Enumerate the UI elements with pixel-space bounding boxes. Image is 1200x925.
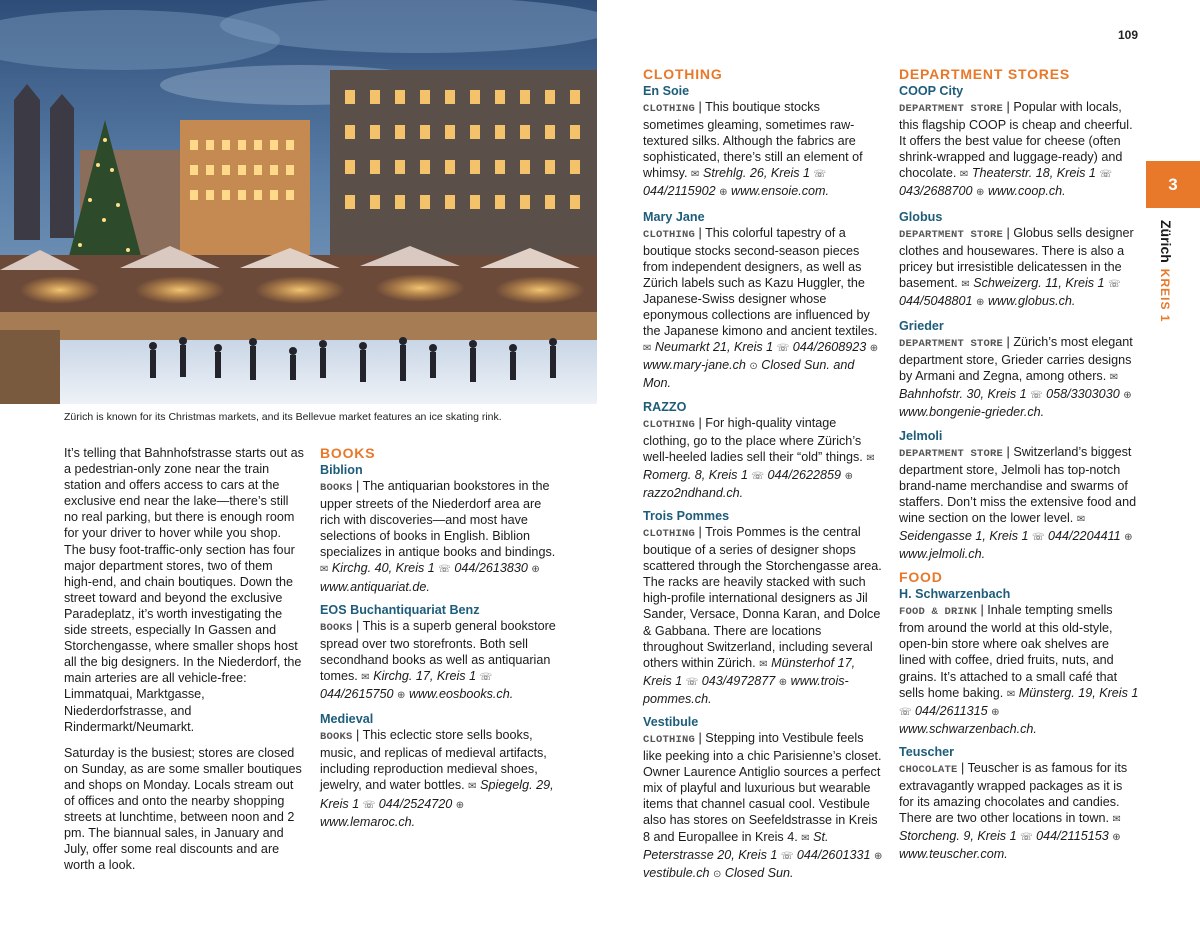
address-icon: ✉ (866, 452, 875, 464)
listing-phone: 044/2615750 (320, 687, 394, 702)
address-icon: ✉ (361, 671, 370, 683)
listing-address: Münsterhof 17, Kreis 1 (643, 655, 856, 688)
listing-category: CLOTHING (643, 228, 696, 241)
listing-category: CLOTHING (643, 103, 696, 115)
listing-category: FOOD & DRINK (899, 606, 978, 619)
listing-phone: 044/2613830 (454, 561, 528, 576)
listing-text: BOOKS | This is a superb general bookstore spread over two storefronts. Both sell secondhand books as well as antiquarian tomes. ✉ Kirchg. 17, Kreis 1 ☏ 044/2615750 ⊕ www.eosbooks.ch. (320, 618, 556, 702)
listing-category: DEPARTMENT STORE (899, 447, 1004, 460)
listing-description: The antiquarian bookstores in the upper streets of the Niederdorf area are rich with discoveries—and most have selections of books in English. Biblion specializes in antique books and bindings. (320, 479, 556, 560)
listing-entry (643, 508, 883, 707)
web-icon: ⊕ (869, 343, 879, 355)
listing-text: DEPARTMENT STORE | Globus sells designer clothes and housewares. There is also a pricey but irresistible delicatessen in the basement. ✉ Schweizerg. 11, Kreis 1 ☏ 044/5048801 ⊕ www.globus.ch. (899, 225, 1134, 308)
address-icon: ✉ (320, 564, 329, 576)
listing-entry (899, 83, 1139, 202)
listing-entry (899, 744, 1139, 863)
listing-text: CLOTHING | Trois Pommes is the central boutique of a series of designer shops scattered through the Storchengasse area. The racks are heavily stacked with such high-profile international designers as Jil Sander, Versace, Donna Karan, and Dolce & Gabbana. There are locations throughout Switzerland, including several others within Zürich. ✉ Münsterhof 17, Kreis 1 ☏ 043/4972877 ⊕ www.trois-pommes.ch. (643, 524, 882, 706)
listing-name: RAZZO (643, 399, 687, 414)
listing-entry (643, 209, 883, 392)
listing-text: CLOTHING | For high-quality vintage clothing, go to the place where Zürich’s well-heeled ladies sell their “old” things. ✉ Romerg. 8, Kreis 1 ☏ 044/2622859 ⊕ razzo2ndhand.ch. (643, 415, 875, 500)
listing-text: CLOTHING | This colorful tapestry of a boutique stocks second-season pieces from independent designers, as well as Zürich labels such as Kazu Huggler, the Japanese-Swiss designer whose eponymous collections are influenced by the Japanese kimono and ancient textiles. ✉ Neumarkt 21, Kreis 1 ☏ 044/2608923 ⊕ www.mary-jane.ch ⊙ Closed Sun. and Mon. (643, 225, 879, 391)
listing-address: Münsterg. 19, Kreis 1 (1018, 685, 1139, 700)
listing-text: CLOTHING | Stepping into Vestibule feels like peeking into a chic Parisienne’s closet. Owner Laurence Antiglio sources a perfect mix of playful and luxurious but wearable items that channel casual cool. Vestibule also has stores on Seefeldstrasse in Kreis 8 and Europallee in Kreis 4. ✉ St. Peterstrasse 20, Kreis 1 ☏ 044/2601331 ⊕ vestibule.ch ⊙ Closed Sun. (643, 731, 883, 880)
listing-website[interactable]: www.antiquariat.de. (320, 579, 430, 594)
listing-phone: 043/2688700 (899, 184, 973, 199)
listing-entry (899, 209, 1139, 311)
listing-name: Jelmoli (899, 428, 943, 443)
listing-address: Romerg. 8, Kreis 1 (643, 467, 748, 482)
listing-category: BOOKS (320, 482, 353, 494)
phone-icon: ☏ (479, 671, 493, 683)
listing-description: Trois Pommes is the central boutique of a series of designer shops scattered through the Storchengasse area. The racks are heavily stacked with such high-profile international designers as Jil Sander, Versace, Donna Karan, and Dolce & Gabbana. There are locations throughout Switzerland, including several others within Zürich. (643, 524, 882, 670)
listing-description: This eclectic store sells books, music, and replicas of medieval artifacts, including reproduction medieval shoes, jewelry, and water bottles. (320, 728, 547, 793)
address-icon: ✉ (801, 832, 810, 844)
listing-phone: 044/2524720 (378, 796, 453, 811)
photo-caption: Zürich is known for its Christmas markets, and its Bellevue market features an ice skating rink. (64, 411, 502, 423)
listing-text: BOOKS | This eclectic store sells books, music, and replicas of medieval artifacts, including reproduction medieval shoes, jewelry, and water bottles. ✉ Spiegelg. 29, Kreis 1 ☏ 044/2524720 ⊕ www.lemaroc.ch. (320, 728, 554, 829)
listing-category: BOOKS (320, 621, 353, 634)
phone-icon: ☏ (780, 850, 794, 862)
phone-icon: ☏ (1020, 832, 1033, 844)
listing-contact (320, 561, 540, 593)
section-heading-department: DEPARTMENT STORES (899, 66, 1070, 82)
listing-entry (643, 399, 883, 501)
listing-website[interactable]: www.jelmoli.ch. (899, 547, 986, 562)
web-icon: ⊕ (1112, 832, 1121, 844)
listing-entry (320, 711, 560, 830)
listing-website[interactable]: www.trois-pommes.ch. (643, 673, 849, 706)
address-icon: ✉ (1006, 688, 1016, 700)
listing-category: CHOCOLATE (899, 763, 958, 776)
web-icon: ⊕ (976, 296, 985, 308)
web-icon: ⊕ (455, 799, 465, 811)
address-icon: ✉ (961, 278, 970, 290)
phone-icon: ☏ (899, 706, 912, 718)
listing-category: CLOTHING (643, 734, 696, 746)
web-icon: ⊕ (1123, 390, 1132, 402)
clock-icon: ⊙ (749, 361, 758, 373)
listing-description: This boutique stocks sometimes gleaming, sometimes raw-textured silks. Although the fabrics are sophisticated, there’s still an element of whimsy. (643, 100, 863, 181)
running-head (1158, 220, 1174, 322)
listing-category: CLOTHING (643, 527, 696, 540)
listing-address: Kirchg. 40, Kreis 1 (331, 561, 435, 576)
listing-category: BOOKS (320, 731, 353, 744)
listing-category: DEPARTMENT STORE (899, 228, 1004, 241)
listing-entry (320, 602, 560, 704)
listing-description: Switzerland’s biggest department store, Jelmoli has top-notch brand-name merchandise and swarms of staffers. Don’t miss the extensive food and wine section on the lower level. (899, 444, 1137, 525)
listing-website[interactable]: www.mary-jane.ch (643, 358, 746, 373)
listing-name: EOS Buchantiquariat Benz (320, 602, 480, 617)
phone-icon: ☏ (813, 169, 827, 181)
listing-description: This colorful tapestry of a boutique stocks second-season pieces from independent designers, as well as Zürich labels such as Kazu Huggler, the Japanese-Swiss designer whose eponymous collections are influenced by the Japanese kimono and ancient textiles. (643, 225, 878, 339)
listing-text: DEPARTMENT STORE | Popular with locals, this flagship COOP is cheap and cheerful. It offers the best value for cheese (often shrink-wrapped and luggage-ready) and chocolate. ✉ Theaterstr. 18, Kreis 1 ☏ 043/2688700 ⊕ www.coop.ch. (899, 100, 1133, 199)
listing-description: For high-quality vintage clothing, go to the place where Zürich’s well-heeled ladies sell their “old” things. (643, 415, 863, 464)
web-icon: ⊕ (844, 470, 853, 482)
listing-address: Kirchg. 17, Kreis 1 (373, 668, 477, 683)
address-icon: ✉ (1112, 814, 1121, 826)
listing-hours: Closed Sun. and Mon. (643, 358, 855, 391)
listing-website[interactable]: www.coop.ch. (987, 184, 1066, 199)
listing-name: Biblion (320, 463, 363, 477)
listing-website[interactable]: www.teuscher.com. (899, 847, 1008, 862)
listing-name: Medieval (320, 712, 374, 727)
listing-name: COOP City (899, 84, 964, 98)
listing-description: Globus sells designer clothes and housewares. There is also a pricey but irresistible delicatessen in the basement. (899, 225, 1134, 290)
listing-column-books (320, 445, 560, 837)
web-icon: ⊕ (397, 690, 406, 702)
listing-phone: 044/2622859 (767, 467, 842, 482)
listing-address: Strehlg. 26, Kreis 1 (702, 166, 811, 181)
listing-address: Schweizerg. 11, Kreis 1 (973, 275, 1105, 290)
listing-name: Mary Jane (643, 209, 705, 224)
listing-text: CLOTHING | This boutique stocks sometimes gleaming, sometimes raw-textured silks. Although the fabrics are sophisticated, there’s still an element of whimsy. ✉ Strehlg. 26, Kreis 1 ☏ 044/2115902 ⊕ www.ensoie.com. (643, 100, 863, 199)
web-icon: ⊕ (873, 850, 883, 862)
listing-phone: 044/2115902 (643, 184, 716, 199)
listing-contact (643, 340, 878, 390)
listing-address: Theaterstr. 18, Kreis 1 (971, 166, 1096, 181)
listing-text: FOOD & DRINK | Inhale tempting smells from around the world at this old-style, open-bin store where oak shelves are lined with coffee, dried fruits, nuts, and grains. It’s attached to a small café that sells home baking. ✉ Münsterg. 19, Kreis 1 ☏ 044/2611315 ⊕ www.schwarzenbach.ch. (899, 603, 1139, 736)
listing-phone: 044/2601331 (796, 847, 871, 862)
listing-name: Globus (899, 209, 943, 224)
listing-text: DEPARTMENT STORE | Switzerland’s biggest department store, Jelmoli has top-notch brand-name merchandise and swarms of staffers. Don’t miss the extensive food and wine section on the lower level. ✉ Seidengasse 1, Kreis 1 ☏ 044/2204411 ⊕ www.jelmoli.ch. (899, 444, 1137, 562)
section-heading-books: BOOKS (320, 445, 376, 461)
listing-website[interactable]: vestibule.ch (643, 865, 710, 880)
listing-phone: 058/3303030 (1046, 387, 1120, 402)
phone-icon: ☏ (776, 343, 790, 355)
web-icon: ⊕ (991, 706, 1000, 718)
listing-website[interactable]: www.globus.ch. (987, 293, 1076, 308)
listing-hours: Closed Sun. (724, 865, 794, 880)
listing-phone: 044/2608923 (792, 340, 867, 355)
listing-address: Spiegelg. 29, Kreis 1 (320, 778, 554, 811)
listing-entry (899, 318, 1139, 420)
listing-column-department-food (899, 66, 1139, 869)
address-icon: ✉ (959, 169, 969, 181)
listing-category: CLOTHING (643, 418, 696, 431)
listing-address: St. Peterstrasse 20, Kreis 1 (643, 829, 829, 862)
intro-paragraph: Saturday is the busiest; stores are closed on Sunday, as are some smaller boutiques and shops on Monday. Locals stream out of offices and onto the nearby shopping streets at lunchtime, between noon and 2 pm. The biannual sales, in January and July, offer some real discounts and are worth a look. (64, 745, 302, 873)
running-head-area: KREIS 1 (1158, 268, 1172, 323)
christmas-market-photo (0, 0, 597, 404)
listing-text: DEPARTMENT STORE | Zürich’s most elegant department store, Grieder carries designs by Armani and Zegna, among others. ✉ Bahnhofstr. 30, Kreis 1 ☏ 058/3303030 ⊕ www.bongenie-grieder.ch. (899, 335, 1133, 420)
chapter-tab (1146, 161, 1200, 208)
listing-description: This is a superb general bookstore spread over two storefronts. Both sell secondhand books as well as antiquarian tomes. (320, 618, 556, 683)
phone-icon: ☏ (1099, 169, 1112, 181)
chapter-number: 3 (1168, 174, 1178, 194)
intro-paragraph: It’s telling that Bahnhofstrasse starts out as a pedestrian-only zone near the train station and offers access to cars at the exclusive end near the lake—there’s still no real parking, but there is enough room for your driver to hover while you shop. The busy foot-traffic-only section has four major department stores, two of them high-end, and chain boutiques. Down the street toward and beyond the exclusive Paradeplatz, it’s worth investigating the side streets, especially In Gassen and Storchengasse, where smaller shops host all the big designers. In the Niederdorf, the main arteries are all vehicle-free: Limmatquai, Marktgasse, Niederdorfstrasse, and Rindermarkt/Neumarkt. (64, 446, 304, 734)
listing-website[interactable]: www.ensoie.com. (731, 184, 829, 199)
listing-website[interactable]: www.lemaroc.ch. (320, 814, 416, 829)
phone-icon: ☏ (685, 676, 699, 688)
section-heading-food: FOOD (899, 569, 943, 586)
listing-text: CHOCOLATE | Teuscher is as famous for its extravagantly wrapped packages as it is for its amazing chocolates and candies. There are two other locations in town. ✉ Storcheng. 9, Kreis 1 ☏ 044/2115153 ⊕ www.teuscher.com. (899, 760, 1128, 862)
listing-entry (320, 462, 560, 595)
listing-name: H. Schwarzenbach (899, 587, 1011, 602)
address-icon: ✉ (643, 343, 652, 355)
listing-category: DEPARTMENT STORE (899, 103, 1004, 115)
listing-website[interactable]: www.eosbooks.ch. (408, 687, 514, 702)
section-heading-clothing: CLOTHING (643, 66, 723, 82)
web-icon: ⊕ (778, 676, 788, 688)
clock-icon: ⊙ (713, 868, 722, 880)
listing-phone: 044/2611315 (915, 703, 988, 718)
listing-entry (643, 83, 883, 202)
listing-text: BOOKS | The antiquarian bookstores in the upper streets of the Niederdorf area are rich with discoveries—and most have selections of books in English. Biblion specializes in antique books and bindings. ✉ Kirchg. 40, Kreis 1 ☏ 044/2613830 ⊕ www.antiquariat.de. (320, 479, 556, 594)
listing-address: Bahnhofstr. 30, Kreis 1 (899, 387, 1027, 402)
address-icon: ✉ (759, 658, 768, 670)
listing-description: Popular with locals, this flagship COOP is cheap and cheerful. It offers the best value for cheese (often shrink-wrapped and luggage-ready) and chocolate. (899, 100, 1133, 181)
listing-description: Zürich’s most elegant department store, Grieder carries designs by Armani and Zegna, among others. (899, 335, 1133, 384)
listing-description: Teuscher is as famous for its extravagantly wrapped packages as it is for its amazing chocolates and candies. There are two other locations in town. (899, 760, 1128, 826)
listing-description: Stepping into Vestibule feels like peeking into a chic Parisienne’s closet. Owner Laurence Antiglio sources a perfect mix of playful and luxurious but wearable items that channel casual cool. Vestibule also has stores on Seefeldstrasse in Kreis 8 and Europallee in Kreis 4. (643, 731, 882, 844)
phone-icon: ☏ (1108, 278, 1121, 290)
listing-address: Seidengasse 1, Kreis 1 (899, 528, 1029, 543)
listing-phone: 043/4972877 (701, 673, 776, 688)
intro-column (64, 445, 304, 883)
phone-icon: ☏ (1030, 390, 1043, 402)
running-head-city: Zürich (1158, 220, 1174, 263)
listing-name: Vestibule (643, 715, 699, 729)
listing-description: Inhale tempting smells from around the world at this old-style, open-bin store where oak shelves are lined with coffee, dried fruits, nuts, and grains. It’s attached to a small café that sells home baking. (899, 603, 1118, 700)
listing-phone: 044/5048801 (899, 293, 973, 308)
listing-address: Neumarkt 21, Kreis 1 (654, 340, 774, 355)
listing-entry (899, 586, 1139, 737)
listing-entry (899, 428, 1139, 563)
listing-phone: 044/2204411 (1048, 528, 1121, 543)
address-icon: ✉ (691, 169, 700, 181)
web-icon: ⊕ (976, 187, 985, 199)
listing-name: Teuscher (899, 744, 955, 759)
web-icon: ⊕ (1124, 531, 1133, 543)
phone-icon: ☏ (362, 799, 376, 811)
address-icon: ✉ (1109, 372, 1119, 384)
phone-icon: ☏ (438, 564, 451, 576)
listing-website[interactable]: razzo2ndhand.ch. (643, 485, 744, 500)
listing-website[interactable]: www.schwarzenbach.ch. (899, 721, 1037, 736)
address-icon: ✉ (468, 781, 477, 793)
phone-icon: ☏ (751, 470, 765, 482)
listing-address: Storcheng. 9, Kreis 1 (899, 829, 1017, 844)
listing-name: Grieder (899, 319, 944, 334)
listing-entry (643, 714, 883, 883)
listing-phone: 044/2115153 (1036, 829, 1109, 844)
listing-category: DEPARTMENT STORE (899, 338, 1004, 351)
phone-icon: ☏ (1032, 531, 1045, 543)
listing-name: En Soie (643, 84, 690, 98)
web-icon: ⊕ (719, 187, 728, 199)
page-number: 109 (1118, 28, 1139, 42)
listing-name: Trois Pommes (643, 508, 730, 523)
address-icon: ✉ (1076, 513, 1086, 525)
listing-website[interactable]: www.bongenie-grieder.ch. (899, 405, 1045, 420)
web-icon: ⊕ (531, 564, 540, 576)
listing-column-clothing (643, 66, 883, 890)
